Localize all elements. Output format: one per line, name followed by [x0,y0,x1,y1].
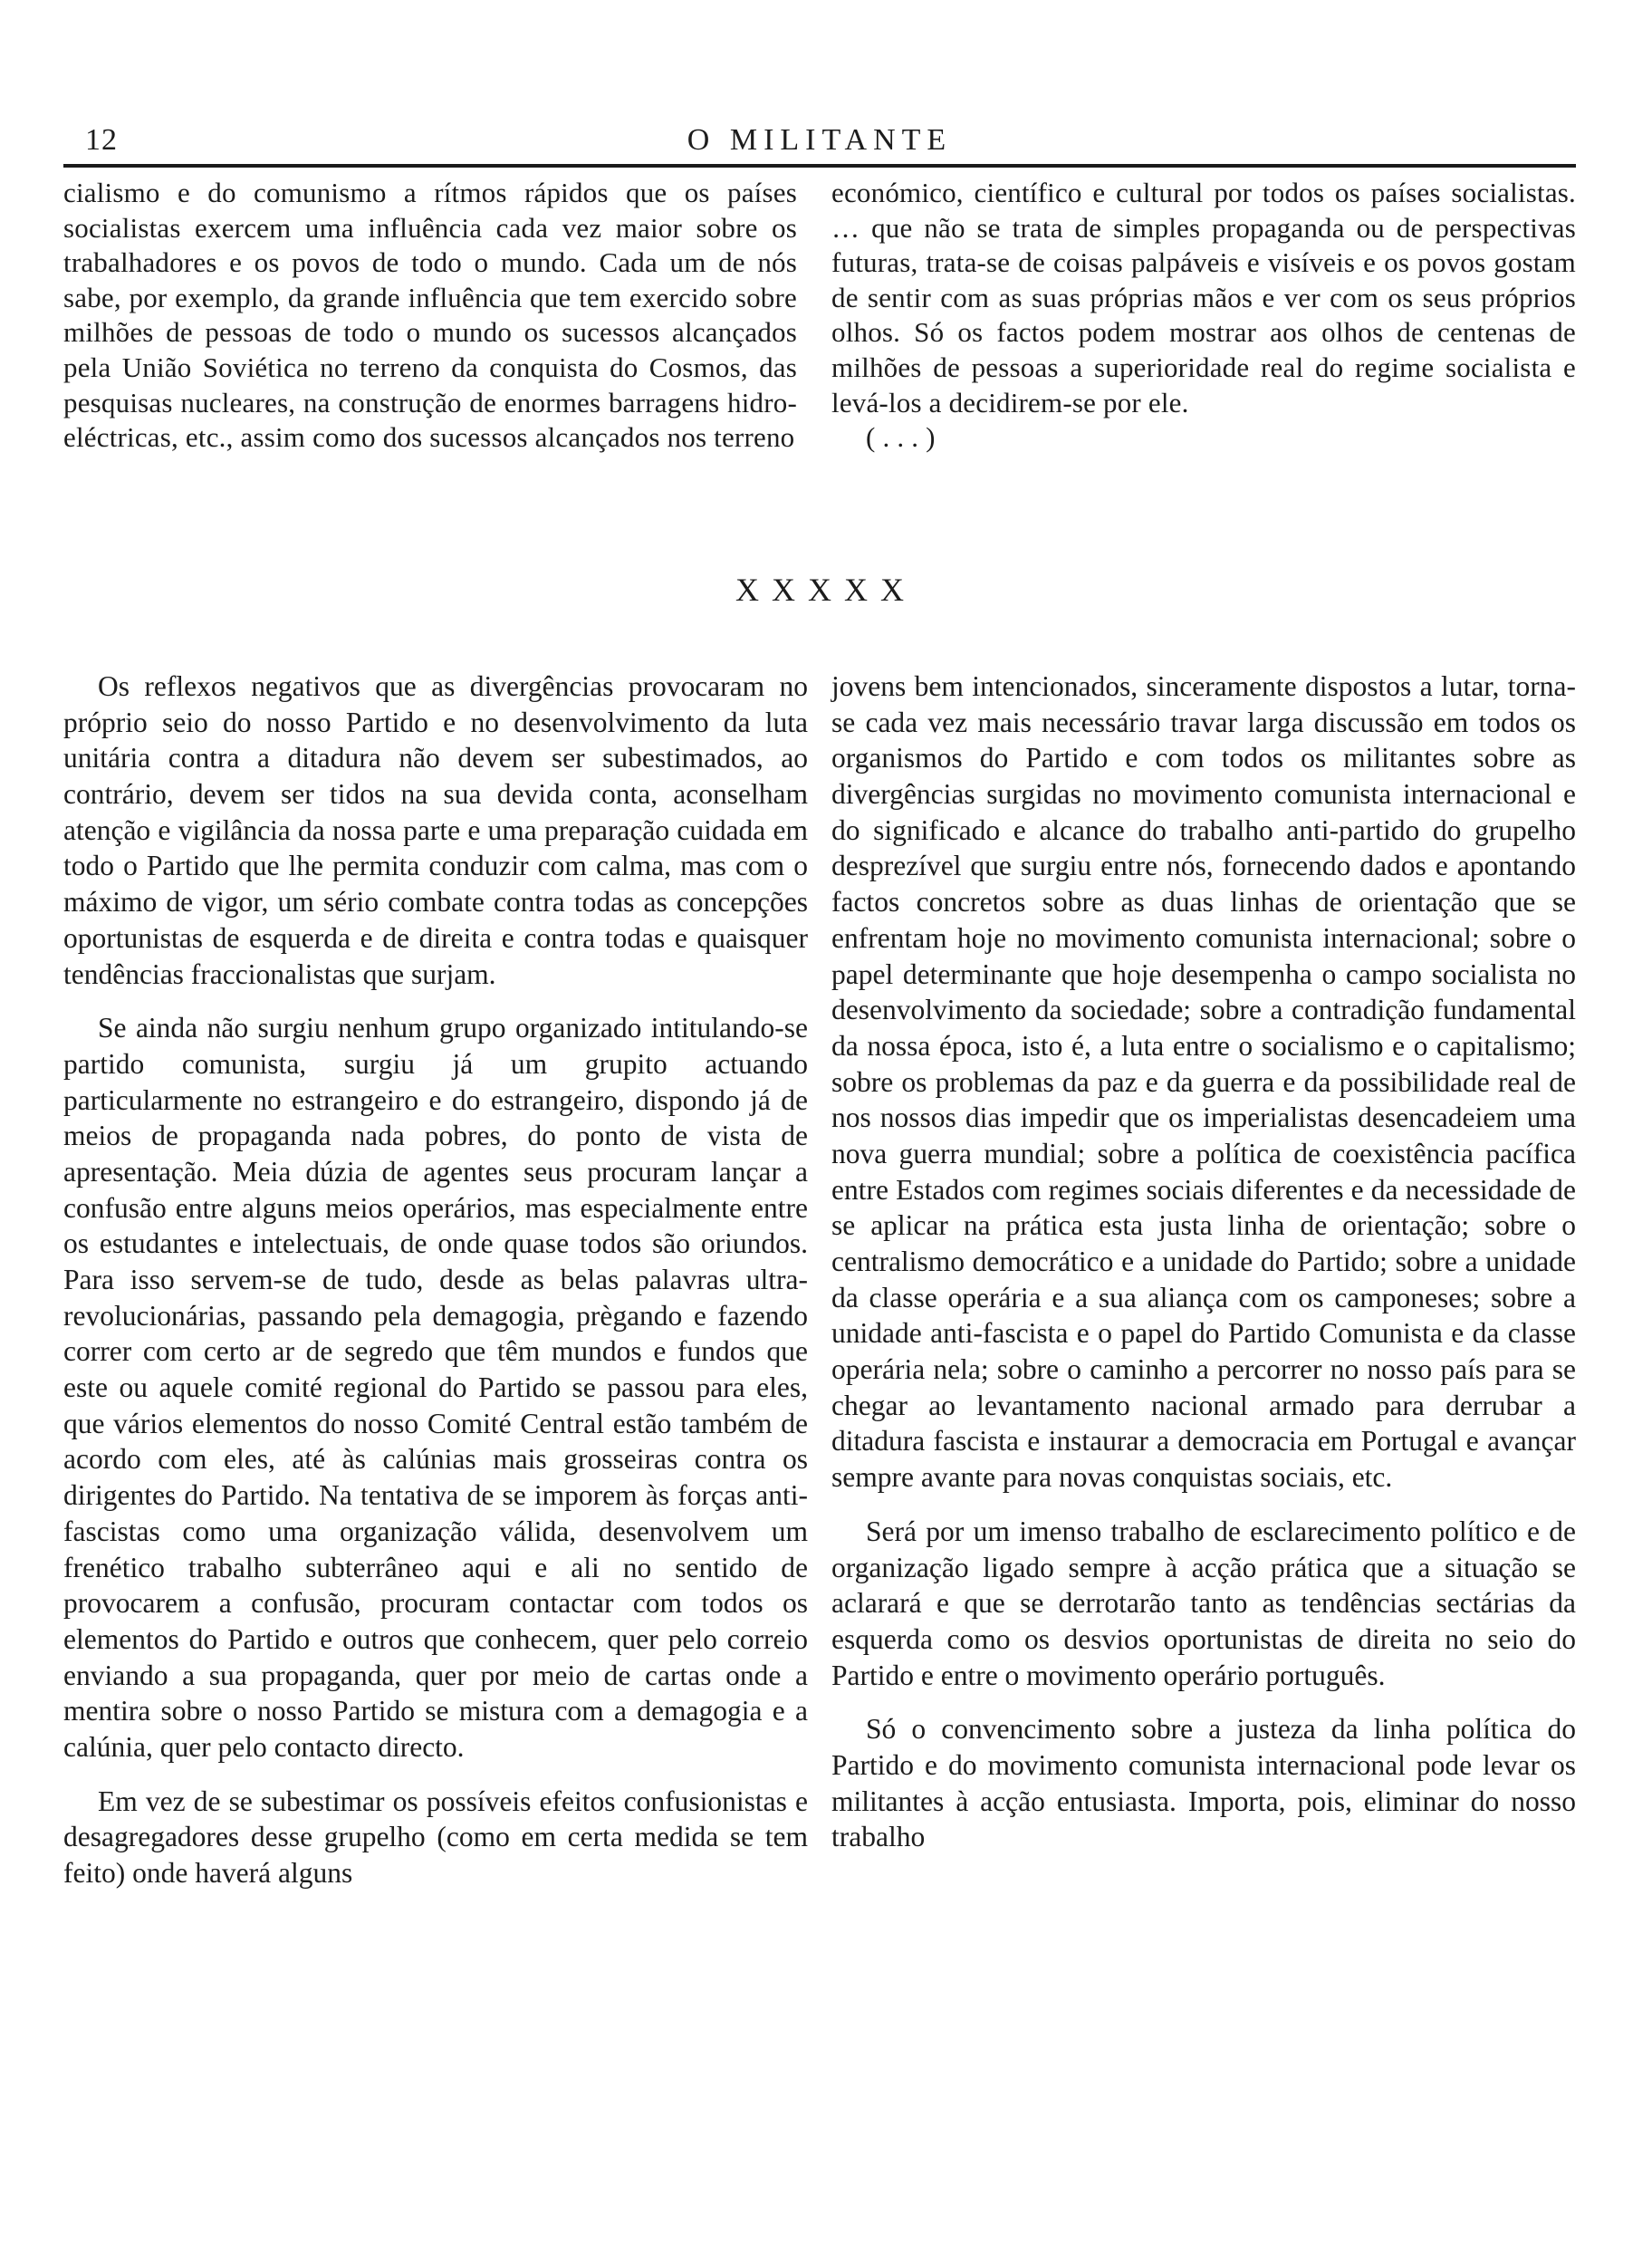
paragraph: Se ainda não surgiu nenhum grupo organizado intitulando-se partido comunista, surgiu já um grupito actuando particularmente no estrangeiro e do estrangeiro, dispondo já de meios de propaganda nada pobres, do ponto de vista de apresentação. Meia dúzia de agentes seus procuram lançar a confusão entre alguns meios operários, mas especialmente entre os estudantes e intelectuais, de onde quase todos são oriundos. Para isso servem-se de tudo, desde as belas palavras ultra-revolucionárias, passando pela demagogia, prègando e fazendo correr com certo ar de segredo que têm mundos e fundos que este ou aquele comité regional do Partido se passou para eles, que vários elementos do nosso Comité Central estão também de acordo com eles, até às calúnias mais grosseiras contra os dirigentes do Partido. Na tentativa de se imporem às forças anti-fascistas como uma organização válida, desenvolvem um frenético trabalho subterrâneo aqui e ali no sentido de provocarem a confusão, procuram contactar com todos os elementos do Partido e outros que conhecem, quer pelo correio enviando a sua propaganda, quer por meio de cartas onde a mentira sobre o nosso Partido se mistura com a demagogia e a calúnia, quer pelo contacto directo. [63,1012,808,1763]
page-number: 12 [85,123,118,157]
top-left-paragraph: cialismo e do comunismo a rítmos rápidos que os países socialistas exercem uma influência cada vez maior sobre os trabalhadores e os povos de todo o mundo. Cada um de nós sabe, por exemplo, da grande influência que tem exercido sobre milhões de pessoas de todo o mundo os sucessos alcançados pela União Soviética no terreno da conquista do Cosmos, das pesquisas nucleares, na construção de enormes barragens hidro-eléctricas, etc., assim como dos sucessos alcançados nos terreno [63,177,797,454]
paragraph: Em vez de se subestimar os possíveis efeitos confusionistas e desagregadores desse grupelho (como em certa medida se tem feito) onde haverá alguns [63,1785,808,1889]
header-rule [63,164,1576,168]
paragraph: Só o convencimento sobre a justeza da linha política do Partido e do movimento comunista internacional pode levar os militantes à acção entusiasta. Importa, pois, eliminar do nosso trabalho [831,1713,1576,1853]
paragraph: Será por um imenso trabalho de esclarecimento político e de organização ligado sempre à acção prática que a situação se aclarará e que se derrotarão tanto as tendências sectárias da esquerda como os desvios oportunistas de direita no seio do Partido e entre o movimento operário português. [831,1515,1576,1691]
top-right-column [831,176,1576,456]
page-header [63,116,1576,161]
omission-ellipsis: ( . . . ) [866,421,936,454]
running-head-title: O MILITANTE [687,123,953,157]
section-separator: XXXXX [735,572,917,608]
top-left-column [63,176,797,456]
top-right-paragraph: económico, científico e cultural por todos os países socialistas. … que não se trata de simples propaganda ou de perspectivas futuras, trata-se de coisas palpáveis e visíveis e os povos gostam de sentir com as suas próprias mãos e ver com os seus próprios olhos. Só os factos podem mostrar aos olhos de centenas de milhões de pessoas a superioridade real do regime socialista e levá-los a decidirem-se por ele. [831,177,1576,419]
bottom-left-column [63,669,808,1891]
bottom-right-column [831,669,1576,1855]
paragraph: jovens bem intencionados, sinceramente dispostos a lutar, torna-se cada vez mais necessário travar larga discussão em todos os organismos do Partido e com todos os militantes sobre as divergências surgidas no movimento comunista internacional e do significado e alcance do trabalho anti-partido do grupelho desprezível que surgiu entre nós, fornecendo dados e apontando factos concretos sobre as duas linhas de orientação que se enfrentam hoje no movimento comunista internacional; sobre o papel determinante que hoje desempenha o campo socialista no desenvolvimento da sociedade; sobre a contradição fundamental da nossa época, isto é, a luta entre o socialismo e o capitalismo; sobre os problemas da paz e da guerra e da possibilidade real de nos nossos dias impedir que os imperialistas desencadeiem uma nova guerra mundial; sobre a política de coexistência pacífica entre Estados com regimes sociais diferentes e da necessidade de se aplicar na prática esta justa linha de orientação; sobre o centralismo democrático e a unidade do Partido; sobre a unidade da classe operária e a sua aliança com os camponeses; sobre a unidade anti-fascista e o papel do Partido Comunista e da classe operária nela; sobre o caminho a percorrer no nosso país para se chegar ao levantamento nacional armado para derrubar a ditadura fascista e instaurar a democracia em Portugal e avançar sempre avante para novas conquistas sociais, etc. [831,670,1576,1494]
paragraph: Os reflexos negativos que as divergências provocaram no próprio seio do nosso Partido e no desenvolvimento da luta unitária contra a ditadura não devem ser subestimados, ao contrário, devem ser tidos na sua devida conta, aconselham atenção e vigilância da nossa parte e uma preparação cuidada em todo o Partido que lhe permita conduzir com calma, mas com o máximo de vigor, um sério combate contra todas as concepções oportunistas de esquerda e de direita e contra todas e quaisquer tendências fraccionalistas que surjam. [63,670,808,990]
